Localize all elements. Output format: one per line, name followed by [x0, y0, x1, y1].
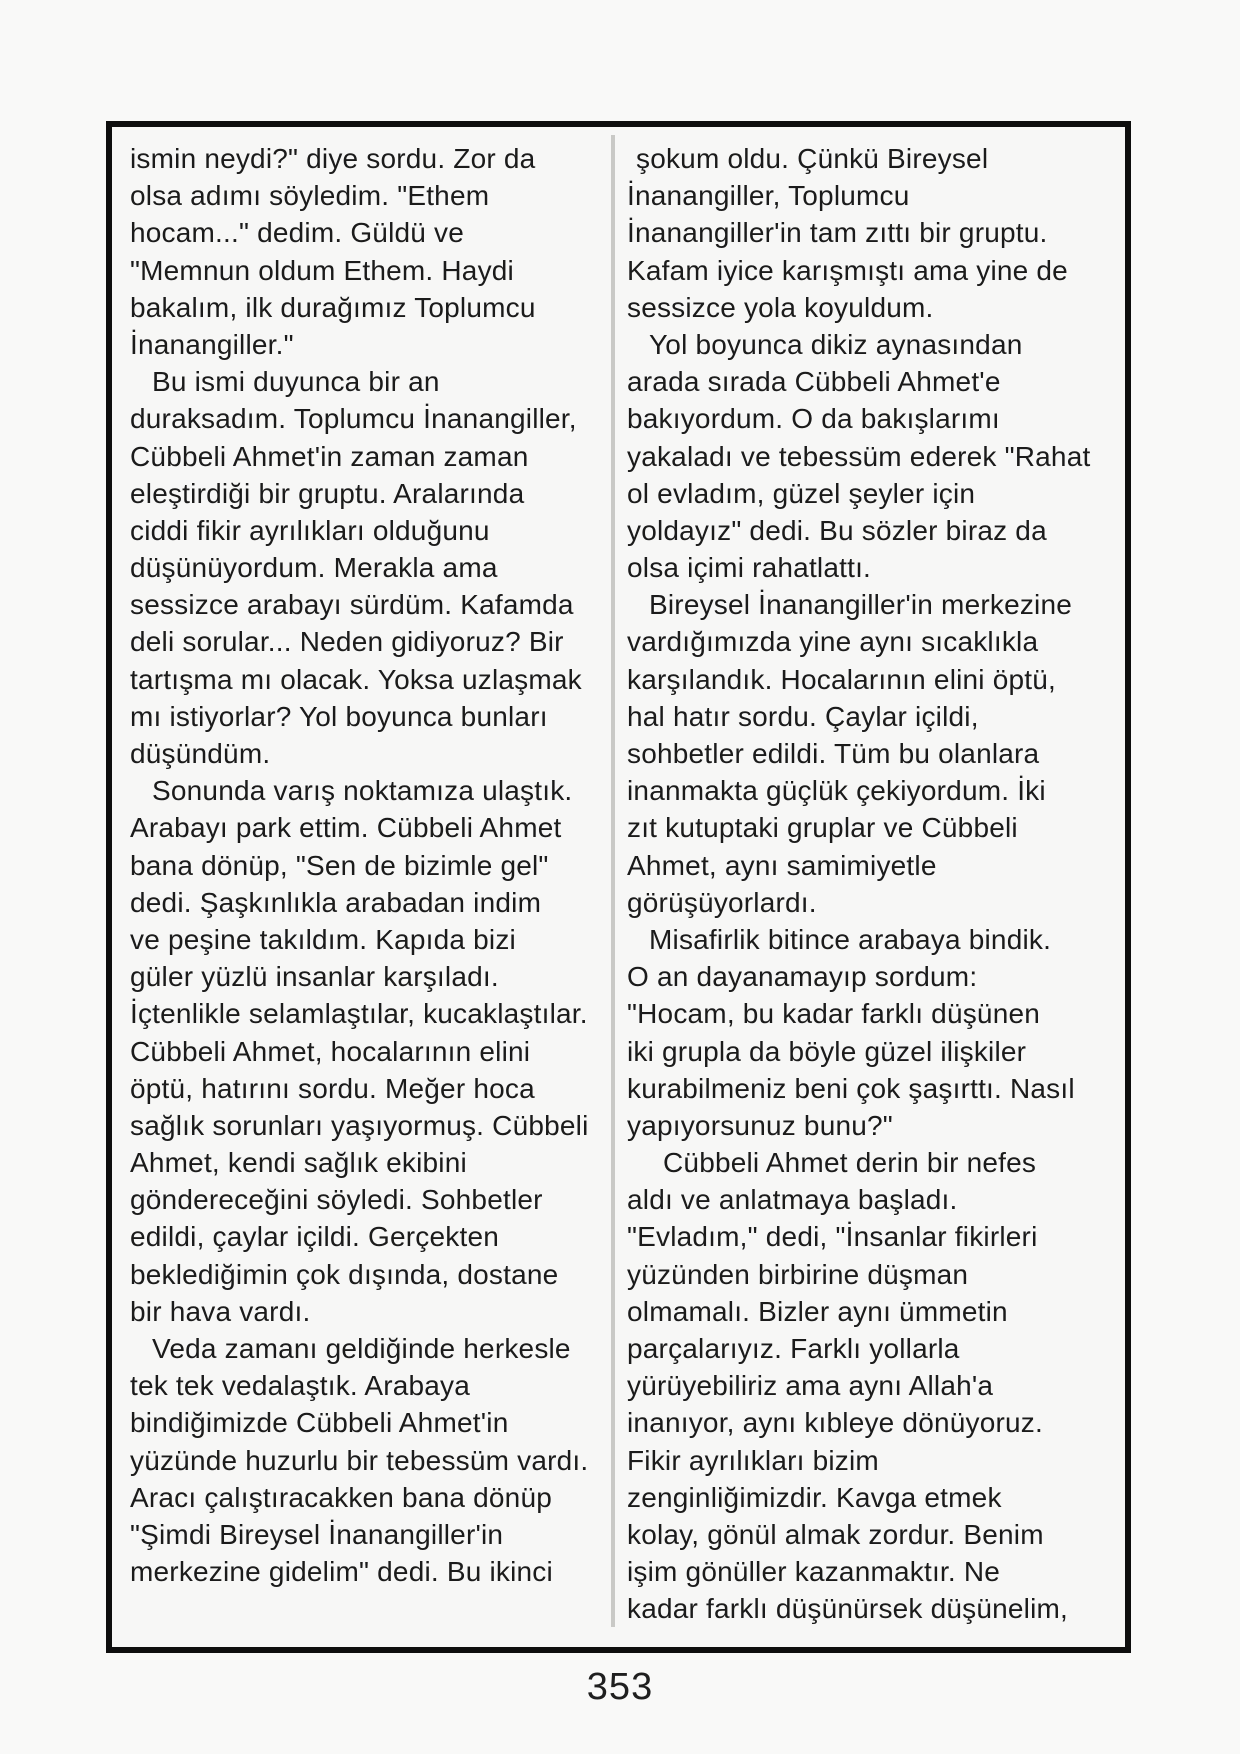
text-line: parçalarıyız. Farklı yollarla — [627, 1333, 960, 1364]
text-line: öptü, hatırını sordu. Meğer hoca — [130, 1072, 535, 1104]
text-line: olsa içimi rahatlattı. — [627, 552, 872, 584]
text-line: yakaladı ve tebessüm ederek "Rahat — [627, 440, 1091, 472]
text-line: tartışma mı olacak. Yoksa uzlaşmak — [130, 663, 582, 695]
text-line: sohbetler edildi. Tüm bu olanlara — [627, 738, 1040, 769]
text-line: "Memnun oldum Ethem. Haydi — [130, 254, 514, 286]
text-line: beklediğimin çok dışında, dostane — [130, 1258, 559, 1290]
text-line: Cübbeli Ahmet'in zaman zaman — [130, 440, 529, 472]
text-line: yürüyebiliriz ama aynı Allah'a — [627, 1370, 994, 1402]
text-line: bakalım, ilk durağımız Toplumcu — [130, 291, 536, 323]
text-line: zıt kutuptaki gruplar ve Cübbeli — [627, 812, 1018, 844]
text-line: merkezine gidelim" dedi. Bu ikinci — [130, 1556, 553, 1588]
text-line: karşılandık. Hocalarının elini öptü, — [627, 663, 1056, 695]
text-line: ismin neydi?" diye sordu. Zor da — [130, 143, 536, 174]
text-line: sessizce arabayı sürdüm. Kafamda — [130, 589, 574, 621]
text-line: duraksadım. Toplumcu İnanangiller, — [130, 403, 577, 435]
text-line: İnanangiller." — [130, 328, 294, 360]
text-line: "Şimdi Bireysel İnanangiller'in — [130, 1518, 504, 1550]
text-line: olsa adımı söyledim. "Ethem — [130, 180, 490, 212]
text-column-left — [130, 140, 612, 1590]
text-line: Yol boyunca dikiz aynasından — [649, 328, 1023, 360]
text-line: eleştirdiği bir gruptu. Aralarında — [130, 477, 525, 509]
text-line: Cübbeli Ahmet derin bir nefes — [663, 1147, 1037, 1179]
column-divider — [611, 135, 615, 1627]
text-line: sessizce yola koyuldum. — [627, 291, 934, 323]
text-line: bana dönüp, "Sen de bizimle gel" — [130, 849, 549, 881]
text-line: şokum oldu. Çünkü Bireysel — [636, 143, 989, 174]
text-line: inanıyor, aynı kıbleye dönüyoruz. — [627, 1407, 1043, 1439]
text-line: kurabilmeniz beni çok şaşırttı. Nasıl — [627, 1072, 1075, 1104]
text-line: Fikir ayrılıkları bizim — [627, 1444, 879, 1476]
text-line: arada sırada Cübbeli Ahmet'e — [627, 366, 1001, 398]
page-frame — [106, 121, 1131, 1653]
text-line: aldı ve anlatmaya başladı. — [627, 1184, 958, 1216]
text-line: bir hava vardı. — [130, 1295, 311, 1327]
text-line: edildi, çaylar içildi. Gerçekten — [130, 1221, 499, 1253]
text-line: güler yüzlü insanlar karşıladı. — [130, 961, 499, 993]
text-line: düşünüyordum. Merakla ama — [130, 552, 498, 584]
text-line: İçtenlikle selamlaştılar, kucaklaştılar. — [130, 998, 588, 1030]
text-line: yoldayız" dedi. Bu sözler biraz da — [627, 514, 1047, 546]
text-line: yüzünden birbirine düşman — [627, 1258, 969, 1290]
text-line: olmamalı. Bizler aynı ümmetin — [627, 1295, 1008, 1327]
text-line: bakıyordum. O da bakışlarımı — [627, 403, 1000, 435]
text-line: mı istiyorlar? Yol boyunca bunları — [130, 700, 548, 732]
text-line: yapıyorsunuz bunu?" — [627, 1109, 893, 1141]
text-line: dedi. Şaşkınlıkla arabadan indim — [130, 886, 542, 918]
page-number: 353 — [586, 1666, 654, 1708]
text-line: deli sorular... Neden gidiyoruz? Bir — [130, 626, 564, 658]
text-line: İnanangiller'in tam zıttı bir gruptu. — [627, 217, 1048, 249]
text-line: tek tek vedalaştık. Arabaya — [130, 1370, 471, 1402]
text-line: Ahmet, kendi sağlık ekibini — [130, 1147, 467, 1179]
text-line: inanmakta güçlük çekiyordum. İki — [627, 775, 1046, 807]
text-line: O an dayanamayıp sordum: — [627, 961, 978, 993]
text-line: iki grupla da böyle güzel ilişkiler — [627, 1035, 1027, 1067]
text-line: Sonunda varış noktamıza ulaştık. — [152, 775, 573, 807]
text-line: Cübbeli Ahmet, hocalarının elini — [130, 1035, 531, 1067]
text-line: düşündüm. — [130, 738, 271, 769]
text-line: İnanangiller, Toplumcu — [627, 180, 910, 212]
text-line: "Hocam, bu kadar farklı düşünen — [627, 998, 1041, 1030]
text-line: yüzünde huzurlu bir tebessüm vardı. — [130, 1444, 589, 1476]
text-line: kolay, gönül almak zordur. Benim — [627, 1518, 1044, 1550]
text-line: ciddi fikir ayrılıkları olduğunu — [130, 514, 490, 546]
text-line: Misafirlik bitince arabaya bindik. — [649, 923, 1052, 955]
text-line: hocam..." dedim. Güldü ve — [130, 217, 464, 249]
text-line: Bu ismi duyunca bir an — [152, 366, 440, 398]
text-line: Veda zamanı geldiğinde herkesle — [152, 1333, 571, 1364]
text-line: hal hatır sordu. Çaylar içildi, — [627, 700, 979, 732]
text-line: işim gönüller kazanmaktır. Ne — [627, 1556, 1001, 1588]
text-line: göndereceğini söyledi. Sohbetler — [130, 1184, 543, 1216]
text-line: ol evladım, güzel şeyler için — [627, 477, 976, 509]
text-line: görüşüyorlardı. — [627, 886, 817, 918]
text-line: Kafam iyice karışmıştı ama yine de — [627, 254, 1068, 286]
text-line: bindiğimizde Cübbeli Ahmet'in — [130, 1407, 509, 1439]
text-column-right — [627, 140, 1132, 1628]
text-line: Arabayı park ettim. Cübbeli Ahmet — [130, 812, 562, 844]
text-line: vardığımızda yine aynı sıcaklıkla — [627, 626, 1039, 658]
text-line: zenginliğimizdir. Kavga etmek — [627, 1481, 1002, 1513]
text-line: ve peşine takıldım. Kapıda bizi — [130, 923, 516, 955]
text-line: sağlık sorunları yaşıyormuş. Cübbeli — [130, 1109, 589, 1141]
text-line: Ahmet, aynı samimiyetle — [627, 849, 937, 881]
text-line: "Evladım," dedi, "İnsanlar fikirleri — [627, 1221, 1038, 1253]
text-line: kadar farklı düşünürsek düşünelim, — [627, 1593, 1069, 1625]
text-line: Aracı çalıştıracakken bana dönüp — [130, 1481, 552, 1513]
text-line: Bireysel İnanangiller'in merkezine — [649, 589, 1073, 621]
